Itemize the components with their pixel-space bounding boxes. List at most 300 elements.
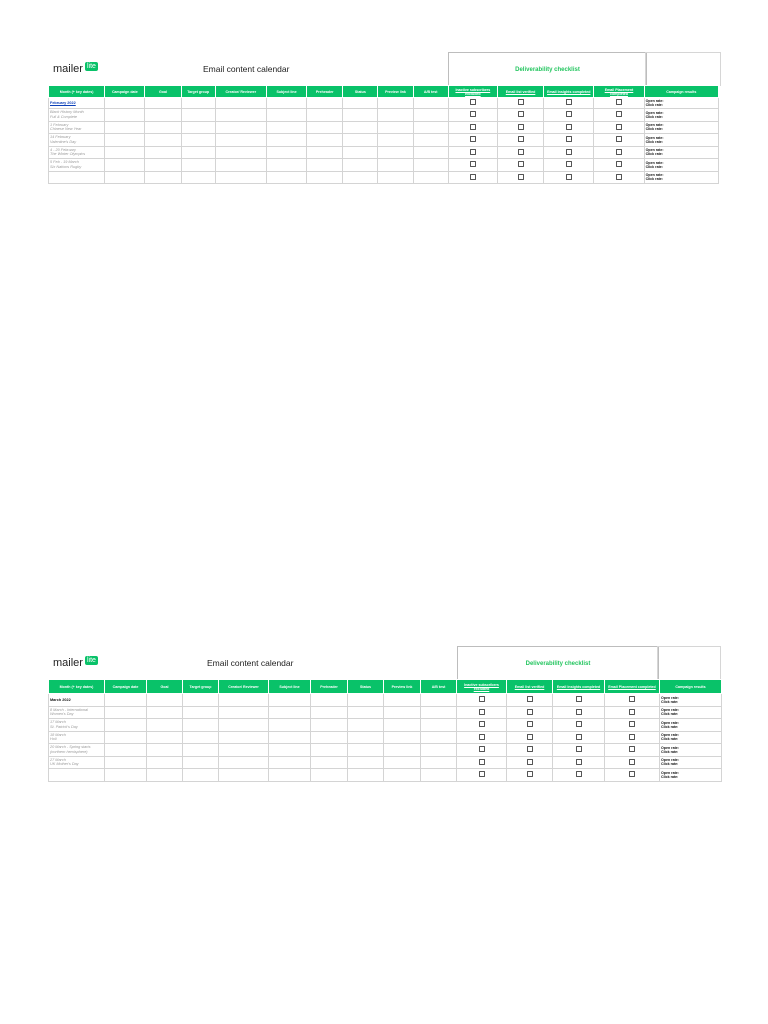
insights-completed-checkbox[interactable] <box>566 124 572 130</box>
list-verified-checkbox[interactable] <box>518 149 524 155</box>
table-row <box>49 134 719 147</box>
placement-completed-checkbox[interactable] <box>629 734 635 740</box>
table-row <box>49 121 719 134</box>
inactive-excluded-checkbox[interactable] <box>470 111 476 117</box>
table-row <box>49 719 722 732</box>
insights-completed-checkbox[interactable] <box>576 721 582 727</box>
campaign-date-cell[interactable] <box>105 121 145 134</box>
goal-cell[interactable] <box>145 109 181 122</box>
status-cell[interactable] <box>348 756 384 769</box>
ab-test-cell[interactable] <box>413 134 448 147</box>
preview-link-cell[interactable] <box>378 109 413 122</box>
list-verified-checkbox[interactable] <box>527 696 533 702</box>
creator-reviewer-cell[interactable] <box>215 159 266 172</box>
subject-line-cell[interactable] <box>269 744 311 757</box>
campaign-date-cell[interactable] <box>105 756 147 769</box>
insights-completed-checkbox[interactable] <box>576 709 582 715</box>
list-verified-cell <box>507 706 553 719</box>
status-cell[interactable] <box>348 706 384 719</box>
target-group-cell[interactable] <box>183 769 219 782</box>
inactive-excluded-cell <box>448 146 497 159</box>
list-verified-checkbox[interactable] <box>527 746 533 752</box>
goal-cell[interactable] <box>145 146 181 159</box>
insights-completed-cell <box>553 731 605 744</box>
ab-test-cell[interactable] <box>421 706 457 719</box>
inactive-excluded-checkbox[interactable] <box>470 174 476 180</box>
table-row <box>49 706 722 719</box>
list-verified-checkbox[interactable] <box>518 161 524 167</box>
link-placement-completed[interactable]: Email Placement completed <box>608 684 656 689</box>
target-group-cell[interactable] <box>183 744 219 757</box>
placement-completed-checkbox[interactable] <box>616 174 622 180</box>
insights-completed-checkbox[interactable] <box>576 759 582 765</box>
list-verified-checkbox[interactable] <box>518 174 524 180</box>
preheader-cell[interactable] <box>311 719 348 732</box>
page-title: Email content calendar <box>207 658 294 668</box>
col-campaign-date: Campaign date <box>105 86 145 98</box>
list-verified-cell <box>497 121 543 134</box>
col-goal: Goal <box>145 86 181 98</box>
col-campaign-results: Campaign results <box>644 86 718 98</box>
goal-cell[interactable] <box>145 159 181 172</box>
placement-completed-cell <box>594 134 644 147</box>
goal-cell[interactable] <box>145 121 181 134</box>
list-verified-cell <box>497 134 543 147</box>
deliverability-checklist-title: Deliverability checklist <box>448 52 647 86</box>
preheader-cell[interactable] <box>307 109 343 122</box>
inactive-excluded-checkbox[interactable] <box>470 161 476 167</box>
ab-test-cell[interactable] <box>421 694 457 707</box>
link-insights-completed[interactable]: Email Insights completed <box>547 89 591 94</box>
col-campaign-results: Campaign results <box>660 680 722 694</box>
link-insights-completed[interactable]: Email Insights completed <box>556 684 601 689</box>
insights-completed-checkbox[interactable] <box>566 136 572 142</box>
insights-completed-cell <box>553 719 605 732</box>
link-placement-completed[interactable]: Email Placement completed <box>604 87 634 96</box>
list-verified-checkbox[interactable] <box>527 734 533 740</box>
deliverability-checklist-title: Deliverability checklist <box>457 646 659 680</box>
table-row <box>49 744 722 757</box>
inactive-excluded-checkbox[interactable] <box>470 149 476 155</box>
creator-reviewer-cell[interactable] <box>219 706 269 719</box>
status-cell[interactable] <box>343 109 378 122</box>
table-row <box>49 109 719 122</box>
list-verified-cell <box>507 744 553 757</box>
placement-completed-cell <box>605 706 660 719</box>
inactive-excluded-checkbox[interactable] <box>470 136 476 142</box>
campaign-results-cell: Open rate: Click rate: <box>660 719 722 732</box>
campaign-results-cell: Open rate: Click rate: <box>644 171 718 184</box>
insights-completed-cell <box>553 769 605 782</box>
list-verified-cell <box>497 171 543 184</box>
ab-test-cell[interactable] <box>421 744 457 757</box>
table-row <box>49 159 719 172</box>
link-inactive-excluded[interactable]: Inactive subscribers excluded <box>455 87 491 96</box>
inactive-excluded-cell <box>457 756 507 769</box>
inactive-excluded-checkbox[interactable] <box>479 771 485 777</box>
col-creator-reviewer: Creator/ Reviewer <box>215 86 266 98</box>
preheader-cell[interactable] <box>311 744 348 757</box>
list-verified-cell <box>497 146 543 159</box>
inactive-excluded-checkbox[interactable] <box>470 124 476 130</box>
subject-line-cell[interactable] <box>266 109 306 122</box>
placement-completed-checkbox[interactable] <box>616 124 622 130</box>
table-row <box>49 146 719 159</box>
ab-test-cell[interactable] <box>421 731 457 744</box>
target-group-cell[interactable] <box>183 706 219 719</box>
target-group-cell[interactable] <box>181 146 215 159</box>
placement-completed-checkbox[interactable] <box>616 161 622 167</box>
ab-test-cell[interactable] <box>413 121 448 134</box>
preview-link-cell[interactable] <box>384 731 421 744</box>
campaign-date-cell[interactable] <box>105 98 145 109</box>
goal-cell[interactable] <box>145 98 181 109</box>
status-cell[interactable] <box>343 171 378 184</box>
subject-line-cell[interactable] <box>266 159 306 172</box>
list-verified-checkbox[interactable] <box>518 124 524 130</box>
preheader-cell[interactable] <box>311 731 348 744</box>
target-group-cell[interactable] <box>183 719 219 732</box>
subject-line-cell[interactable] <box>269 719 311 732</box>
subject-line-cell[interactable] <box>266 171 306 184</box>
placement-completed-checkbox[interactable] <box>616 111 622 117</box>
ab-test-cell[interactable] <box>421 769 457 782</box>
inactive-excluded-checkbox[interactable] <box>479 759 485 765</box>
list-verified-checkbox[interactable] <box>518 136 524 142</box>
list-verified-checkbox[interactable] <box>527 721 533 727</box>
preheader-cell[interactable] <box>311 694 348 707</box>
preview-link-cell[interactable] <box>378 159 413 172</box>
status-cell[interactable] <box>343 121 378 134</box>
inactive-excluded-checkbox[interactable] <box>470 99 476 105</box>
placement-completed-cell <box>594 171 644 184</box>
creator-reviewer-cell[interactable] <box>219 719 269 732</box>
creator-reviewer-cell[interactable] <box>219 694 269 707</box>
preview-link-cell[interactable] <box>384 694 421 707</box>
target-group-cell[interactable] <box>181 134 215 147</box>
preheader-cell[interactable] <box>307 98 343 109</box>
insights-completed-cell <box>544 159 594 172</box>
status-cell[interactable] <box>348 744 384 757</box>
target-group-cell[interactable] <box>183 756 219 769</box>
status-cell[interactable] <box>348 769 384 782</box>
subject-line-cell[interactable] <box>266 121 306 134</box>
results-header-box <box>645 52 721 86</box>
ab-test-cell[interactable] <box>413 98 448 109</box>
goal-cell[interactable] <box>147 731 183 744</box>
creator-reviewer-cell[interactable] <box>215 121 266 134</box>
status-cell[interactable] <box>348 694 384 707</box>
insights-completed-checkbox[interactable] <box>566 149 572 155</box>
placement-completed-checkbox[interactable] <box>629 771 635 777</box>
inactive-excluded-cell <box>457 731 507 744</box>
insights-completed-cell <box>553 756 605 769</box>
creator-reviewer-cell[interactable] <box>215 171 266 184</box>
goal-cell[interactable] <box>145 171 181 184</box>
calendar-body <box>49 694 722 782</box>
list-verified-cell <box>507 756 553 769</box>
list-verified-checkbox[interactable] <box>518 111 524 117</box>
placement-completed-checkbox[interactable] <box>616 149 622 155</box>
logo-badge: lite <box>86 62 96 70</box>
goal-cell[interactable] <box>147 769 183 782</box>
placement-completed-checkbox[interactable] <box>629 746 635 752</box>
logo-text: mailer <box>53 657 83 669</box>
campaign-date-cell[interactable] <box>105 159 145 172</box>
creator-reviewer-cell[interactable] <box>215 98 266 109</box>
ab-test-cell[interactable] <box>413 146 448 159</box>
col-preview-link: Preview link <box>384 680 421 694</box>
ab-test-cell[interactable] <box>413 171 448 184</box>
list-verified-cell <box>507 719 553 732</box>
month-cell: 20 March - Spring starts (northern hemisphere) <box>49 744 105 757</box>
placement-completed-checkbox[interactable] <box>616 99 622 105</box>
col-month: Month (+ key dates) <box>49 86 105 98</box>
creator-reviewer-cell[interactable] <box>215 146 266 159</box>
logo-badge: lite <box>86 656 96 664</box>
table-row <box>49 731 722 744</box>
link-list-verified[interactable]: Email list verified <box>514 684 545 689</box>
subject-line-cell[interactable] <box>266 98 306 109</box>
placement-completed-checkbox[interactable] <box>629 696 635 702</box>
status-cell[interactable] <box>343 98 378 109</box>
insights-completed-checkbox[interactable] <box>566 111 572 117</box>
creator-reviewer-cell[interactable] <box>219 731 269 744</box>
col-ab-test: A/B test <box>413 86 448 98</box>
ab-test-cell[interactable] <box>413 109 448 122</box>
insights-completed-cell <box>544 134 594 147</box>
subject-line-cell[interactable] <box>269 769 311 782</box>
link-inactive-excluded[interactable]: Inactive subscribers excluded <box>464 682 499 691</box>
list-verified-checkbox[interactable] <box>518 99 524 105</box>
inactive-excluded-cell <box>448 159 497 172</box>
campaign-results-cell: Open rate: Click rate: <box>644 159 718 172</box>
preview-link-cell[interactable] <box>384 744 421 757</box>
campaign-results-cell: Open rate: Click rate: <box>660 731 722 744</box>
campaign-date-cell[interactable] <box>105 731 147 744</box>
subject-line-cell[interactable] <box>269 694 311 707</box>
goal-cell[interactable] <box>147 694 183 707</box>
subject-line-cell[interactable] <box>269 756 311 769</box>
month-cell: 8 March - International Women's Day <box>49 706 105 719</box>
campaign-date-cell[interactable] <box>105 109 145 122</box>
preheader-cell[interactable] <box>311 769 348 782</box>
preheader-cell[interactable] <box>307 146 343 159</box>
insights-completed-cell <box>553 744 605 757</box>
campaign-date-cell[interactable] <box>105 744 147 757</box>
insights-completed-cell <box>544 171 594 184</box>
inactive-excluded-checkbox[interactable] <box>479 746 485 752</box>
link-list-verified[interactable]: Email list verified <box>505 89 536 94</box>
calendar-table <box>48 85 719 184</box>
insights-completed-checkbox[interactable] <box>576 771 582 777</box>
placement-completed-cell <box>594 121 644 134</box>
month-cell <box>49 769 105 782</box>
goal-cell[interactable] <box>147 706 183 719</box>
status-cell[interactable] <box>348 719 384 732</box>
header-row <box>49 680 722 694</box>
target-group-cell[interactable] <box>181 159 215 172</box>
campaign-results-cell: Open rate: Click rate: <box>660 706 722 719</box>
inactive-excluded-cell <box>448 134 497 147</box>
subject-line-cell[interactable] <box>266 134 306 147</box>
inactive-excluded-cell <box>457 719 507 732</box>
placement-completed-checkbox[interactable] <box>629 709 635 715</box>
table-row <box>49 756 722 769</box>
inactive-excluded-cell <box>457 744 507 757</box>
campaign-date-cell[interactable] <box>105 134 145 147</box>
list-verified-cell <box>497 98 543 109</box>
creator-reviewer-cell[interactable] <box>219 744 269 757</box>
campaign-date-cell[interactable] <box>105 706 147 719</box>
insights-completed-cell <box>544 146 594 159</box>
subject-line-cell[interactable] <box>269 731 311 744</box>
campaign-results-cell: Open rate: Click rate: <box>660 769 722 782</box>
creator-reviewer-cell[interactable] <box>215 109 266 122</box>
preheader-cell[interactable] <box>311 706 348 719</box>
goal-cell[interactable] <box>147 756 183 769</box>
campaign-date-cell[interactable] <box>105 694 147 707</box>
mailerlite-logo <box>53 63 98 75</box>
month-cell[interactable]: February 2022 <box>49 98 105 109</box>
campaign-date-cell[interactable] <box>105 719 147 732</box>
col-target-group: Target group <box>183 680 219 694</box>
status-cell[interactable] <box>343 159 378 172</box>
campaign-date-cell[interactable] <box>105 146 145 159</box>
creator-reviewer-cell[interactable] <box>219 756 269 769</box>
goal-cell[interactable] <box>147 719 183 732</box>
preview-link-cell[interactable] <box>378 134 413 147</box>
insights-completed-checkbox[interactable] <box>576 696 582 702</box>
placement-completed-cell <box>605 694 660 707</box>
target-group-cell[interactable] <box>181 109 215 122</box>
page-title: Email content calendar <box>203 64 290 74</box>
list-verified-cell <box>497 109 543 122</box>
col-creator-reviewer: Creator/ Reviewer <box>219 680 269 694</box>
ab-test-cell[interactable] <box>421 719 457 732</box>
goal-cell[interactable] <box>145 134 181 147</box>
target-group-cell[interactable] <box>181 171 215 184</box>
col-campaign-date: Campaign date <box>105 680 147 694</box>
inactive-excluded-checkbox[interactable] <box>479 709 485 715</box>
preview-link-cell[interactable] <box>378 121 413 134</box>
insights-completed-checkbox[interactable] <box>566 99 572 105</box>
month-cell: 1 February Chinese New Year <box>49 121 105 134</box>
target-group-cell[interactable] <box>181 121 215 134</box>
inactive-excluded-checkbox[interactable] <box>479 696 485 702</box>
status-cell[interactable] <box>343 134 378 147</box>
insights-completed-checkbox[interactable] <box>576 746 582 752</box>
col-insights-completed[interactable] <box>544 86 594 98</box>
placement-completed-cell <box>594 159 644 172</box>
status-cell[interactable] <box>343 146 378 159</box>
placement-completed-cell <box>594 98 644 109</box>
campaign-date-cell[interactable] <box>105 171 145 184</box>
preview-link-cell[interactable] <box>378 146 413 159</box>
col-target-group: Target group <box>181 86 215 98</box>
inactive-excluded-cell <box>457 706 507 719</box>
table-row <box>49 98 719 109</box>
insights-completed-cell <box>544 109 594 122</box>
subject-line-cell[interactable] <box>266 146 306 159</box>
results-header-box <box>657 646 721 680</box>
table-row <box>49 694 722 707</box>
calendar-body <box>49 98 719 184</box>
goal-cell[interactable] <box>147 744 183 757</box>
list-verified-checkbox[interactable] <box>527 709 533 715</box>
preview-link-cell[interactable] <box>384 719 421 732</box>
list-verified-checkbox[interactable] <box>527 771 533 777</box>
placement-completed-cell <box>605 731 660 744</box>
preheader-cell[interactable] <box>307 121 343 134</box>
preheader-cell[interactable] <box>307 159 343 172</box>
col-insights-completed[interactable] <box>553 680 605 694</box>
col-list-verified[interactable] <box>507 680 553 694</box>
inactive-excluded-cell <box>457 694 507 707</box>
placement-completed-checkbox[interactable] <box>616 136 622 142</box>
preheader-cell[interactable] <box>307 171 343 184</box>
inactive-excluded-checkbox[interactable] <box>479 721 485 727</box>
insights-completed-cell <box>544 98 594 109</box>
month-cell: 4 - 20 February The Winter Olympics <box>49 146 105 159</box>
status-cell[interactable] <box>348 731 384 744</box>
creator-reviewer-cell[interactable] <box>219 769 269 782</box>
campaign-results-cell: Open rate: Click rate: <box>644 98 718 109</box>
preview-link-cell[interactable] <box>378 171 413 184</box>
placement-completed-checkbox[interactable] <box>629 721 635 727</box>
ab-test-cell[interactable] <box>421 756 457 769</box>
target-group-cell[interactable] <box>183 731 219 744</box>
col-inactive-excluded[interactable] <box>448 86 497 98</box>
insights-completed-checkbox[interactable] <box>566 174 572 180</box>
subject-line-cell[interactable] <box>269 706 311 719</box>
insights-completed-checkbox[interactable] <box>576 734 582 740</box>
col-placement-completed[interactable] <box>594 86 644 98</box>
preheader-cell[interactable] <box>307 134 343 147</box>
col-placement-completed[interactable] <box>605 680 660 694</box>
ab-test-cell[interactable] <box>413 159 448 172</box>
placement-completed-checkbox[interactable] <box>629 759 635 765</box>
month-cell: 18 March Holi <box>49 731 105 744</box>
preheader-cell[interactable] <box>311 756 348 769</box>
campaign-date-cell[interactable] <box>105 769 147 782</box>
col-inactive-excluded[interactable] <box>457 680 507 694</box>
preview-link-cell[interactable] <box>384 769 421 782</box>
month-cell <box>49 171 105 184</box>
list-verified-cell <box>507 769 553 782</box>
placement-completed-cell <box>605 756 660 769</box>
col-goal: Goal <box>147 680 183 694</box>
list-verified-checkbox[interactable] <box>527 759 533 765</box>
campaign-results-cell: Open rate: Click rate: <box>644 134 718 147</box>
preview-link-cell[interactable] <box>378 98 413 109</box>
target-group-cell[interactable] <box>183 694 219 707</box>
placement-completed-cell <box>594 146 644 159</box>
col-preview-link: Preview link <box>378 86 413 98</box>
list-verified-cell <box>507 694 553 707</box>
list-verified-cell <box>507 731 553 744</box>
preview-link-cell[interactable] <box>384 756 421 769</box>
inactive-excluded-cell <box>448 109 497 122</box>
creator-reviewer-cell[interactable] <box>215 134 266 147</box>
target-group-cell[interactable] <box>181 98 215 109</box>
col-list-verified[interactable] <box>497 86 543 98</box>
preview-link-cell[interactable] <box>384 706 421 719</box>
insights-completed-checkbox[interactable] <box>566 161 572 167</box>
inactive-excluded-cell <box>448 171 497 184</box>
campaign-results-cell: Open rate: Click rate: <box>660 756 722 769</box>
inactive-excluded-checkbox[interactable] <box>479 734 485 740</box>
